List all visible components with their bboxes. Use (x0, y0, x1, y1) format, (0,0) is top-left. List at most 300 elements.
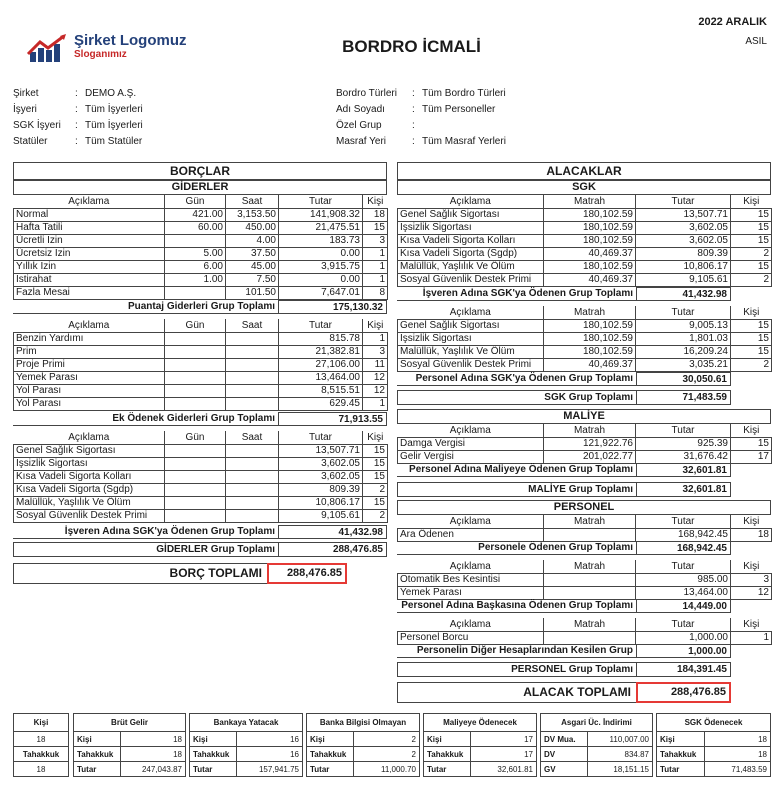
sgk-group-total: SGK Grup Toplamı 71,483.59 (397, 390, 731, 405)
footer-kisi-value: 18 (14, 732, 69, 747)
footer-row-label: Kişi (424, 732, 471, 747)
maliye-title: MALİYE (397, 409, 771, 424)
table-row (14, 332, 388, 345)
baskasina-odeme-table (397, 560, 772, 600)
footer-summary-box (306, 713, 420, 777)
table-cell: 7.50 (226, 273, 279, 286)
footer-summary-box (189, 713, 303, 777)
table-row (398, 332, 772, 345)
info-row: Bordro Türleri : Tüm Bordro Türleri (336, 88, 506, 99)
table-cell (226, 444, 279, 457)
footer-row-label: Kişi (657, 732, 705, 747)
table-cell: 18 (363, 208, 388, 221)
table-cell: 3 (363, 345, 388, 358)
table-cell: Yıllık İzin (14, 260, 165, 273)
table-cell (226, 496, 279, 509)
table-cell: 9,105.61 (636, 273, 731, 286)
table-cell: 4.00 (226, 234, 279, 247)
table-cell: 3,602.05 (636, 221, 731, 234)
table-cell (165, 397, 226, 410)
table-row (398, 208, 772, 221)
ek-odenek-total: Ek Ödenek Giderleri Grup Toplamı 71,913.55 (13, 412, 387, 426)
column-header: Saat (226, 319, 279, 332)
footer-box-title: Brüt Gelir (74, 714, 186, 732)
table-cell: 3,035.21 (636, 358, 731, 371)
table-cell: 1 (731, 631, 772, 644)
footer-row-label: Tutar (190, 762, 237, 777)
info-row: SGK İşyeri : Tüm İşyerleri (13, 120, 143, 131)
table-cell: 15 (731, 234, 772, 247)
table-cell (226, 358, 279, 371)
column-header: Kişi (731, 618, 772, 631)
table-cell: 15 (731, 221, 772, 234)
table-row (14, 444, 388, 457)
column-header: Açıklama (398, 560, 544, 573)
footer-row-value: 247,043.87 (121, 762, 186, 777)
table-cell: 1 (363, 397, 388, 410)
table-cell: 15 (731, 437, 772, 450)
table-cell: 15 (731, 345, 772, 358)
table-cell (544, 573, 636, 586)
column-header: Açıklama (398, 306, 544, 319)
column-header: Matrah (544, 560, 636, 573)
table-cell: 180,102.59 (544, 319, 636, 332)
table-cell: 141,908.32 (279, 208, 363, 221)
table-cell: 8,515.51 (279, 384, 363, 397)
table-cell: Kısa Vadeli Sigorta (Sgdp) (398, 247, 544, 260)
footer-summary-box (423, 713, 537, 777)
table-cell: 21,382.81 (279, 345, 363, 358)
table-cell: 3 (731, 573, 772, 586)
table-row (14, 371, 388, 384)
footer-row-value: 18 (704, 732, 770, 747)
table-cell: 9,105.61 (279, 509, 363, 522)
maliye-group-total: MALİYE Grup Toplamı 32,601.81 (397, 482, 731, 497)
table-cell (165, 470, 226, 483)
table-cell: Genel Sağlık Sigortası (14, 444, 165, 457)
table-cell (165, 332, 226, 345)
personel-sgk-table (397, 306, 772, 372)
table-cell: 31,676.42 (636, 450, 731, 463)
table-cell: 183.73 (279, 234, 363, 247)
footer-row-value: 110,007.00 (588, 732, 653, 747)
table-cell: 21,475.51 (279, 221, 363, 234)
table-cell: Genel Sağlık Sigortası (398, 208, 544, 221)
table-cell: 17 (731, 450, 772, 463)
table-cell: 1 (363, 260, 388, 273)
table-cell (165, 371, 226, 384)
footer-row-value: 18,151.15 (588, 762, 653, 777)
table-row (14, 247, 388, 260)
table-cell: Kısa Vadeli Sigorta Kolları (14, 470, 165, 483)
table-cell: 3,153.50 (226, 208, 279, 221)
table-cell (165, 483, 226, 496)
diger-kesinti-table (397, 618, 772, 645)
table-cell: Sosyal Güvenlik Destek Primi (14, 509, 165, 522)
table-cell: 10,806.17 (636, 260, 731, 273)
footer-summary-box (73, 713, 186, 777)
column-header: Saat (226, 431, 279, 444)
column-header: Açıklama (14, 319, 165, 332)
table-cell: 3,602.05 (279, 457, 363, 470)
table-row (14, 221, 388, 234)
table-cell: 40,469.37 (544, 273, 636, 286)
footer-row-label: DV Mua. (541, 732, 588, 747)
table-cell: 60.00 (165, 221, 226, 234)
table-cell: 1,801.03 (636, 332, 731, 345)
footer-box-title: SGK Ödenecek (657, 714, 771, 732)
footer-tahakkuk-label: Tahakkuk (14, 747, 69, 762)
alacaklar-title: ALACAKLAR (397, 162, 771, 180)
table-cell: 5.00 (165, 247, 226, 260)
table-cell (165, 358, 226, 371)
personel-title: PERSONEL (397, 500, 771, 515)
table-cell: 6.00 (165, 260, 226, 273)
footer-row-value: 2 (354, 732, 420, 747)
footer-row-value: 17 (471, 732, 537, 747)
footer-row-label: DV (541, 747, 588, 762)
table-cell: 15 (363, 496, 388, 509)
borc-total: BORÇ TOPLAMI 288,476.85 (13, 563, 347, 584)
table-cell: 815.78 (279, 332, 363, 345)
table-cell: 40,469.37 (544, 358, 636, 371)
table-row (14, 483, 388, 496)
footer-row-value: 32,601.81 (471, 762, 537, 777)
table-cell: 1,000.00 (636, 631, 731, 644)
table-cell: Malüllük, Yaşlılık Ve Ölüm (398, 260, 544, 273)
table-cell: 121,922.76 (544, 437, 636, 450)
table-cell: 15 (731, 260, 772, 273)
column-header: Kişi (363, 431, 388, 444)
table-cell: 629.45 (279, 397, 363, 410)
table-cell: Ücretsiz İzin (14, 247, 165, 260)
footer-row-value: 157,941.75 (237, 762, 303, 777)
column-header: Matrah (544, 618, 636, 631)
table-row (14, 496, 388, 509)
table-row (14, 234, 388, 247)
table-cell: Yemek Parası (398, 586, 544, 599)
footer-row-label: Kişi (307, 732, 354, 747)
footer-summary-box (540, 713, 653, 777)
table-cell: Genel Sağlık Sigortası (398, 319, 544, 332)
maliye-personel-total: Personel Adına Maliyeye Ödenen Grup Toplamı 32,601.81 (397, 463, 731, 477)
table-cell (226, 470, 279, 483)
sgk-gider-table (13, 431, 388, 523)
table-cell: 180,102.59 (544, 221, 636, 234)
logo-slogan: Sloganımız (74, 49, 127, 60)
table-row (398, 247, 772, 260)
footer-row-label: Tutar (657, 762, 705, 777)
table-cell (165, 286, 226, 299)
table-cell: Ara Ödenen (398, 528, 544, 541)
table-cell: 809.39 (636, 247, 731, 260)
table-row (14, 384, 388, 397)
column-header: Tutar (636, 306, 731, 319)
table-cell (226, 397, 279, 410)
info-row: Özel Grup : (336, 120, 415, 131)
table-row (398, 573, 772, 586)
table-cell: 13,464.00 (636, 586, 731, 599)
column-header: Gün (165, 195, 226, 208)
table-cell: 3 (363, 234, 388, 247)
table-cell: Damga Vergisi (398, 437, 544, 450)
table-row (14, 345, 388, 358)
column-header: Matrah (544, 195, 636, 208)
table-cell: 2 (363, 483, 388, 496)
table-row (14, 470, 388, 483)
table-cell: İstirahat (14, 273, 165, 286)
column-header: Tutar (636, 560, 731, 573)
column-header: Tutar (636, 195, 731, 208)
footer-row-label: Tahakkuk (307, 747, 354, 762)
table-cell (226, 345, 279, 358)
table-cell (165, 444, 226, 457)
footer-box-title: Bankaya Yatacak (190, 714, 303, 732)
footer-row-value: 18 (121, 732, 186, 747)
footer-box-title: Banka Bilgisi Olmayan (307, 714, 420, 732)
table-cell (165, 457, 226, 470)
table-cell (544, 528, 636, 541)
table-cell: 1 (363, 332, 388, 345)
table-cell: 13,464.00 (279, 371, 363, 384)
table-row (398, 631, 772, 644)
column-header: Matrah (544, 424, 636, 437)
info-left (13, 86, 313, 150)
personel-odeme-total: Personele Ödenen Grup Toplamı 168,942.45 (397, 541, 731, 555)
table-cell: Malüllük, Yaşlılık Ve Ölüm (14, 496, 165, 509)
footer-row-value: 17 (471, 747, 537, 762)
footer-row-value: 2 (354, 747, 420, 762)
table-cell: 2 (363, 509, 388, 522)
table-row (398, 221, 772, 234)
table-cell: 9,005.13 (636, 319, 731, 332)
column-header: Açıklama (398, 618, 544, 631)
isveren-sgk-total: İşveren Adına SGK'ya Ödenen Grup Toplamı 41,432.98 (397, 287, 731, 301)
table-row (398, 437, 772, 450)
column-header: Tutar (636, 424, 731, 437)
table-cell: 40,469.37 (544, 247, 636, 260)
footer-row-value: 18 (121, 747, 186, 762)
table-cell: 180,102.59 (544, 234, 636, 247)
column-header: Tutar (279, 431, 363, 444)
table-row (398, 273, 772, 286)
table-cell: 15 (731, 208, 772, 221)
table-row (14, 457, 388, 470)
column-header: Açıklama (398, 424, 544, 437)
sgk-title: SGK (397, 180, 771, 195)
column-header: Açıklama (398, 195, 544, 208)
logo-title: Şirket Logomuz (74, 32, 187, 49)
footer-row-value: 16 (237, 747, 303, 762)
footer-row-value: 11,000.70 (354, 762, 420, 777)
puantaj-table (13, 195, 388, 300)
table-cell: Personel Borcu (398, 631, 544, 644)
alacak-total: ALACAK TOPLAMI 288,476.85 (397, 682, 731, 703)
info-row: Şirket : DEMO A.Ş. (13, 88, 137, 99)
footer-row-value: 16 (237, 732, 303, 747)
table-cell: Kısa Vadeli Sigorta Kolları (398, 234, 544, 247)
table-cell: Benzin Yardımı (14, 332, 165, 345)
table-cell: 809.39 (279, 483, 363, 496)
table-cell: 15 (363, 457, 388, 470)
table-cell: Gelir Vergisi (398, 450, 544, 463)
table-cell: 3,602.05 (636, 234, 731, 247)
footer-summary-box (656, 713, 771, 777)
column-header: Kişi (731, 306, 772, 319)
info-right (336, 86, 636, 150)
table-cell (226, 332, 279, 345)
footer-row-label: Kişi (190, 732, 237, 747)
info-row: Masraf Yeri : Tüm Masraf Yerleri (336, 136, 506, 147)
table-cell: 13,507.71 (636, 208, 731, 221)
footer-row-label: Tutar (307, 762, 354, 777)
table-cell: Prim (14, 345, 165, 358)
column-header: Kişi (731, 560, 772, 573)
column-header: Kişi (731, 195, 772, 208)
table-cell (165, 496, 226, 509)
footer-box-title: Maliyeye Ödenecek (424, 714, 537, 732)
table-row (398, 586, 772, 599)
table-cell: 180,102.59 (544, 345, 636, 358)
table-cell: 3,915.75 (279, 260, 363, 273)
column-header: Kişi (363, 319, 388, 332)
table-cell: 45.00 (226, 260, 279, 273)
column-header: Kişi (363, 195, 388, 208)
table-row (14, 208, 388, 221)
table-cell: 0.00 (279, 273, 363, 286)
personel-group-total: PERSONEL Grup Toplamı 184,391.45 (397, 662, 731, 677)
column-header: Gün (165, 431, 226, 444)
table-cell: 1.00 (165, 273, 226, 286)
table-cell: 12 (731, 586, 772, 599)
table-cell: 1 (363, 273, 388, 286)
table-cell: 12 (363, 371, 388, 384)
table-cell (544, 631, 636, 644)
table-cell: 1 (363, 247, 388, 260)
table-row (398, 450, 772, 463)
table-row (398, 260, 772, 273)
footer-row-value: 18 (704, 747, 770, 762)
table-cell: Hafta Tatili (14, 221, 165, 234)
column-header: Açıklama (14, 195, 165, 208)
table-cell: İşsizlik Sigortası (398, 221, 544, 234)
table-cell: 13,507.71 (279, 444, 363, 457)
giderler-total: GİDERLER Grup Toplamı 288,476.85 (13, 542, 387, 557)
table-cell (226, 384, 279, 397)
table-cell: 2 (731, 273, 772, 286)
table-cell: 2 (731, 358, 772, 371)
table-cell: Kısa Vadeli Sigorta (Sgdp) (14, 483, 165, 496)
table-cell: 925.39 (636, 437, 731, 450)
personel-odeme-table (397, 515, 772, 542)
borclar-title: BORÇLAR (13, 162, 387, 180)
table-row (398, 319, 772, 332)
table-cell (165, 234, 226, 247)
footer-row-label: Tutar (74, 762, 121, 777)
page-title: BORDRO İCMALİ (342, 37, 481, 56)
table-cell: 15 (363, 444, 388, 457)
table-row (398, 358, 772, 371)
table-row (14, 358, 388, 371)
table-cell: Fazla Mesai (14, 286, 165, 299)
table-cell: Yol Parası (14, 397, 165, 410)
table-cell: 201,022.77 (544, 450, 636, 463)
table-cell: 15 (731, 319, 772, 332)
column-header: Tutar (279, 319, 363, 332)
table-cell: 180,102.59 (544, 260, 636, 273)
footer-kisi-box (13, 713, 69, 777)
info-row: Adı Soyadı : Tüm Personeller (336, 104, 496, 115)
maliye-table (397, 424, 772, 464)
table-cell: İşsizlik Sigortası (398, 332, 544, 345)
diger-kesinti-total: Personelin Diğer Hesaplarından Kesilen Grup 1,000.00 (397, 644, 731, 658)
column-header: Açıklama (14, 431, 165, 444)
footer-row-label: Tahakkuk (424, 747, 471, 762)
table-cell (165, 509, 226, 522)
table-cell: Ücretli İzin (14, 234, 165, 247)
info-row: İşyeri : Tüm İşyerleri (13, 104, 143, 115)
table-row (14, 397, 388, 410)
footer-row-label: Tahakkuk (74, 747, 121, 762)
column-header: Matrah (544, 306, 636, 319)
table-cell (165, 384, 226, 397)
info-row: Statüler : Tüm Statüler (13, 136, 143, 147)
table-cell: Sosyal Güvenlik Destek Primi (398, 273, 544, 286)
table-cell: 11 (363, 358, 388, 371)
footer-row-label: Tahakkuk (657, 747, 705, 762)
table-cell: 16,209.24 (636, 345, 731, 358)
footer-row-value: 71,483.59 (704, 762, 770, 777)
column-header: Tutar (636, 515, 731, 528)
table-cell (226, 371, 279, 384)
table-cell: 2 (731, 247, 772, 260)
table-cell: 101.50 (226, 286, 279, 299)
column-header: Saat (226, 195, 279, 208)
table-cell: 421.00 (165, 208, 226, 221)
ek-odenek-table (13, 319, 388, 411)
table-row (398, 528, 772, 541)
column-header: Açıklama (398, 515, 544, 528)
column-header: Gün (165, 319, 226, 332)
table-cell (226, 483, 279, 496)
column-header: Tutar (636, 618, 731, 631)
table-cell: Otomatik Bes Kesintisi (398, 573, 544, 586)
table-cell: Sosyal Güvenlik Destek Primi (398, 358, 544, 371)
table-cell (544, 586, 636, 599)
table-cell (226, 457, 279, 470)
column-header: Kişi (731, 515, 772, 528)
column-header: Tutar (279, 195, 363, 208)
footer-tahakkuk-value: 18 (14, 762, 69, 777)
report-date: 2022 ARALIK (698, 16, 767, 28)
table-cell: Malüllük, Yaşlılık Ve Ölüm (398, 345, 544, 358)
column-header: Kişi (731, 424, 772, 437)
table-cell: 37.50 (226, 247, 279, 260)
table-cell: 985.00 (636, 573, 731, 586)
table-row (14, 273, 388, 286)
footer-row-label: Tahakkuk (190, 747, 237, 762)
table-row (14, 260, 388, 273)
table-row (14, 286, 388, 299)
table-cell: Yol Parası (14, 384, 165, 397)
table-cell: 15 (731, 332, 772, 345)
puantaj-total: Puantaj Giderleri Grup Toplamı 175,130.32 (13, 300, 387, 314)
table-row (14, 509, 388, 522)
footer-box-title: Asgari Üc. İndirimi (541, 714, 653, 732)
table-cell: 15 (363, 221, 388, 234)
table-cell: İşsizlik Sigortası (14, 457, 165, 470)
footer-row-label: Tutar (424, 762, 471, 777)
